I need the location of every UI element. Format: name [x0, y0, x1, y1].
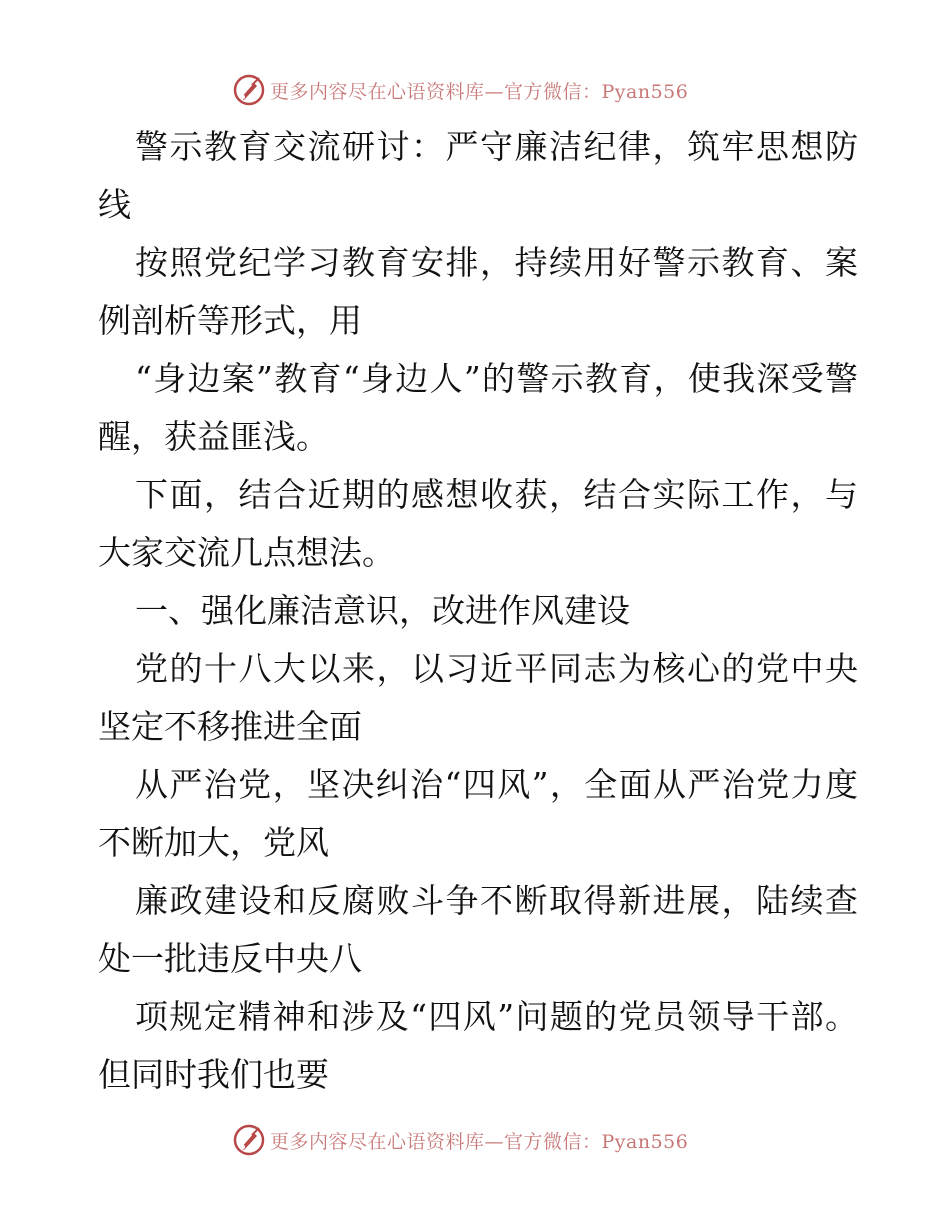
document-body [98, 118, 858, 1104]
paragraph: 下面，结合近期的感想收获，结合实际工作，与大家交流几点想法。 [98, 475, 858, 572]
header-watermark [0, 70, 950, 110]
watermark-text: 更多内容尽在心语资料库—官方微信：Pyan556 [270, 1130, 689, 1153]
paragraph: “身边案”教育“身边人”的警示教育，使我深受警醒，获益匪浅。 [98, 359, 858, 456]
document-title: 警示教育交流研讨：严守廉洁纪律，筑牢思想防线 [98, 127, 858, 224]
section-heading: 一、强化廉洁意识，改进作风建设 [135, 591, 630, 630]
footer-watermark [0, 1120, 950, 1160]
pen-logo-icon [232, 1123, 266, 1157]
paragraph: 项规定精神和涉及“四风”问题的党员领导干部。但同时我们也要 [98, 997, 858, 1094]
paragraph: 党的十八大以来，以习近平同志为核心的党中央坚定不移推进全面 [98, 649, 858, 746]
pen-logo-icon [232, 73, 266, 107]
paragraph: 廉政建设和反腐败斗争不断取得新进展，陆续查处一批违反中央八 [98, 881, 858, 978]
paragraph: 从严治党，坚决纠治“四风”，全面从严治党力度不断加大，党风 [98, 765, 858, 862]
watermark-text: 更多内容尽在心语资料库—官方微信：Pyan556 [270, 80, 689, 103]
paragraph: 按照党纪学习教育安排，持续用好警示教育、案例剖析等形式，用 [98, 243, 858, 340]
